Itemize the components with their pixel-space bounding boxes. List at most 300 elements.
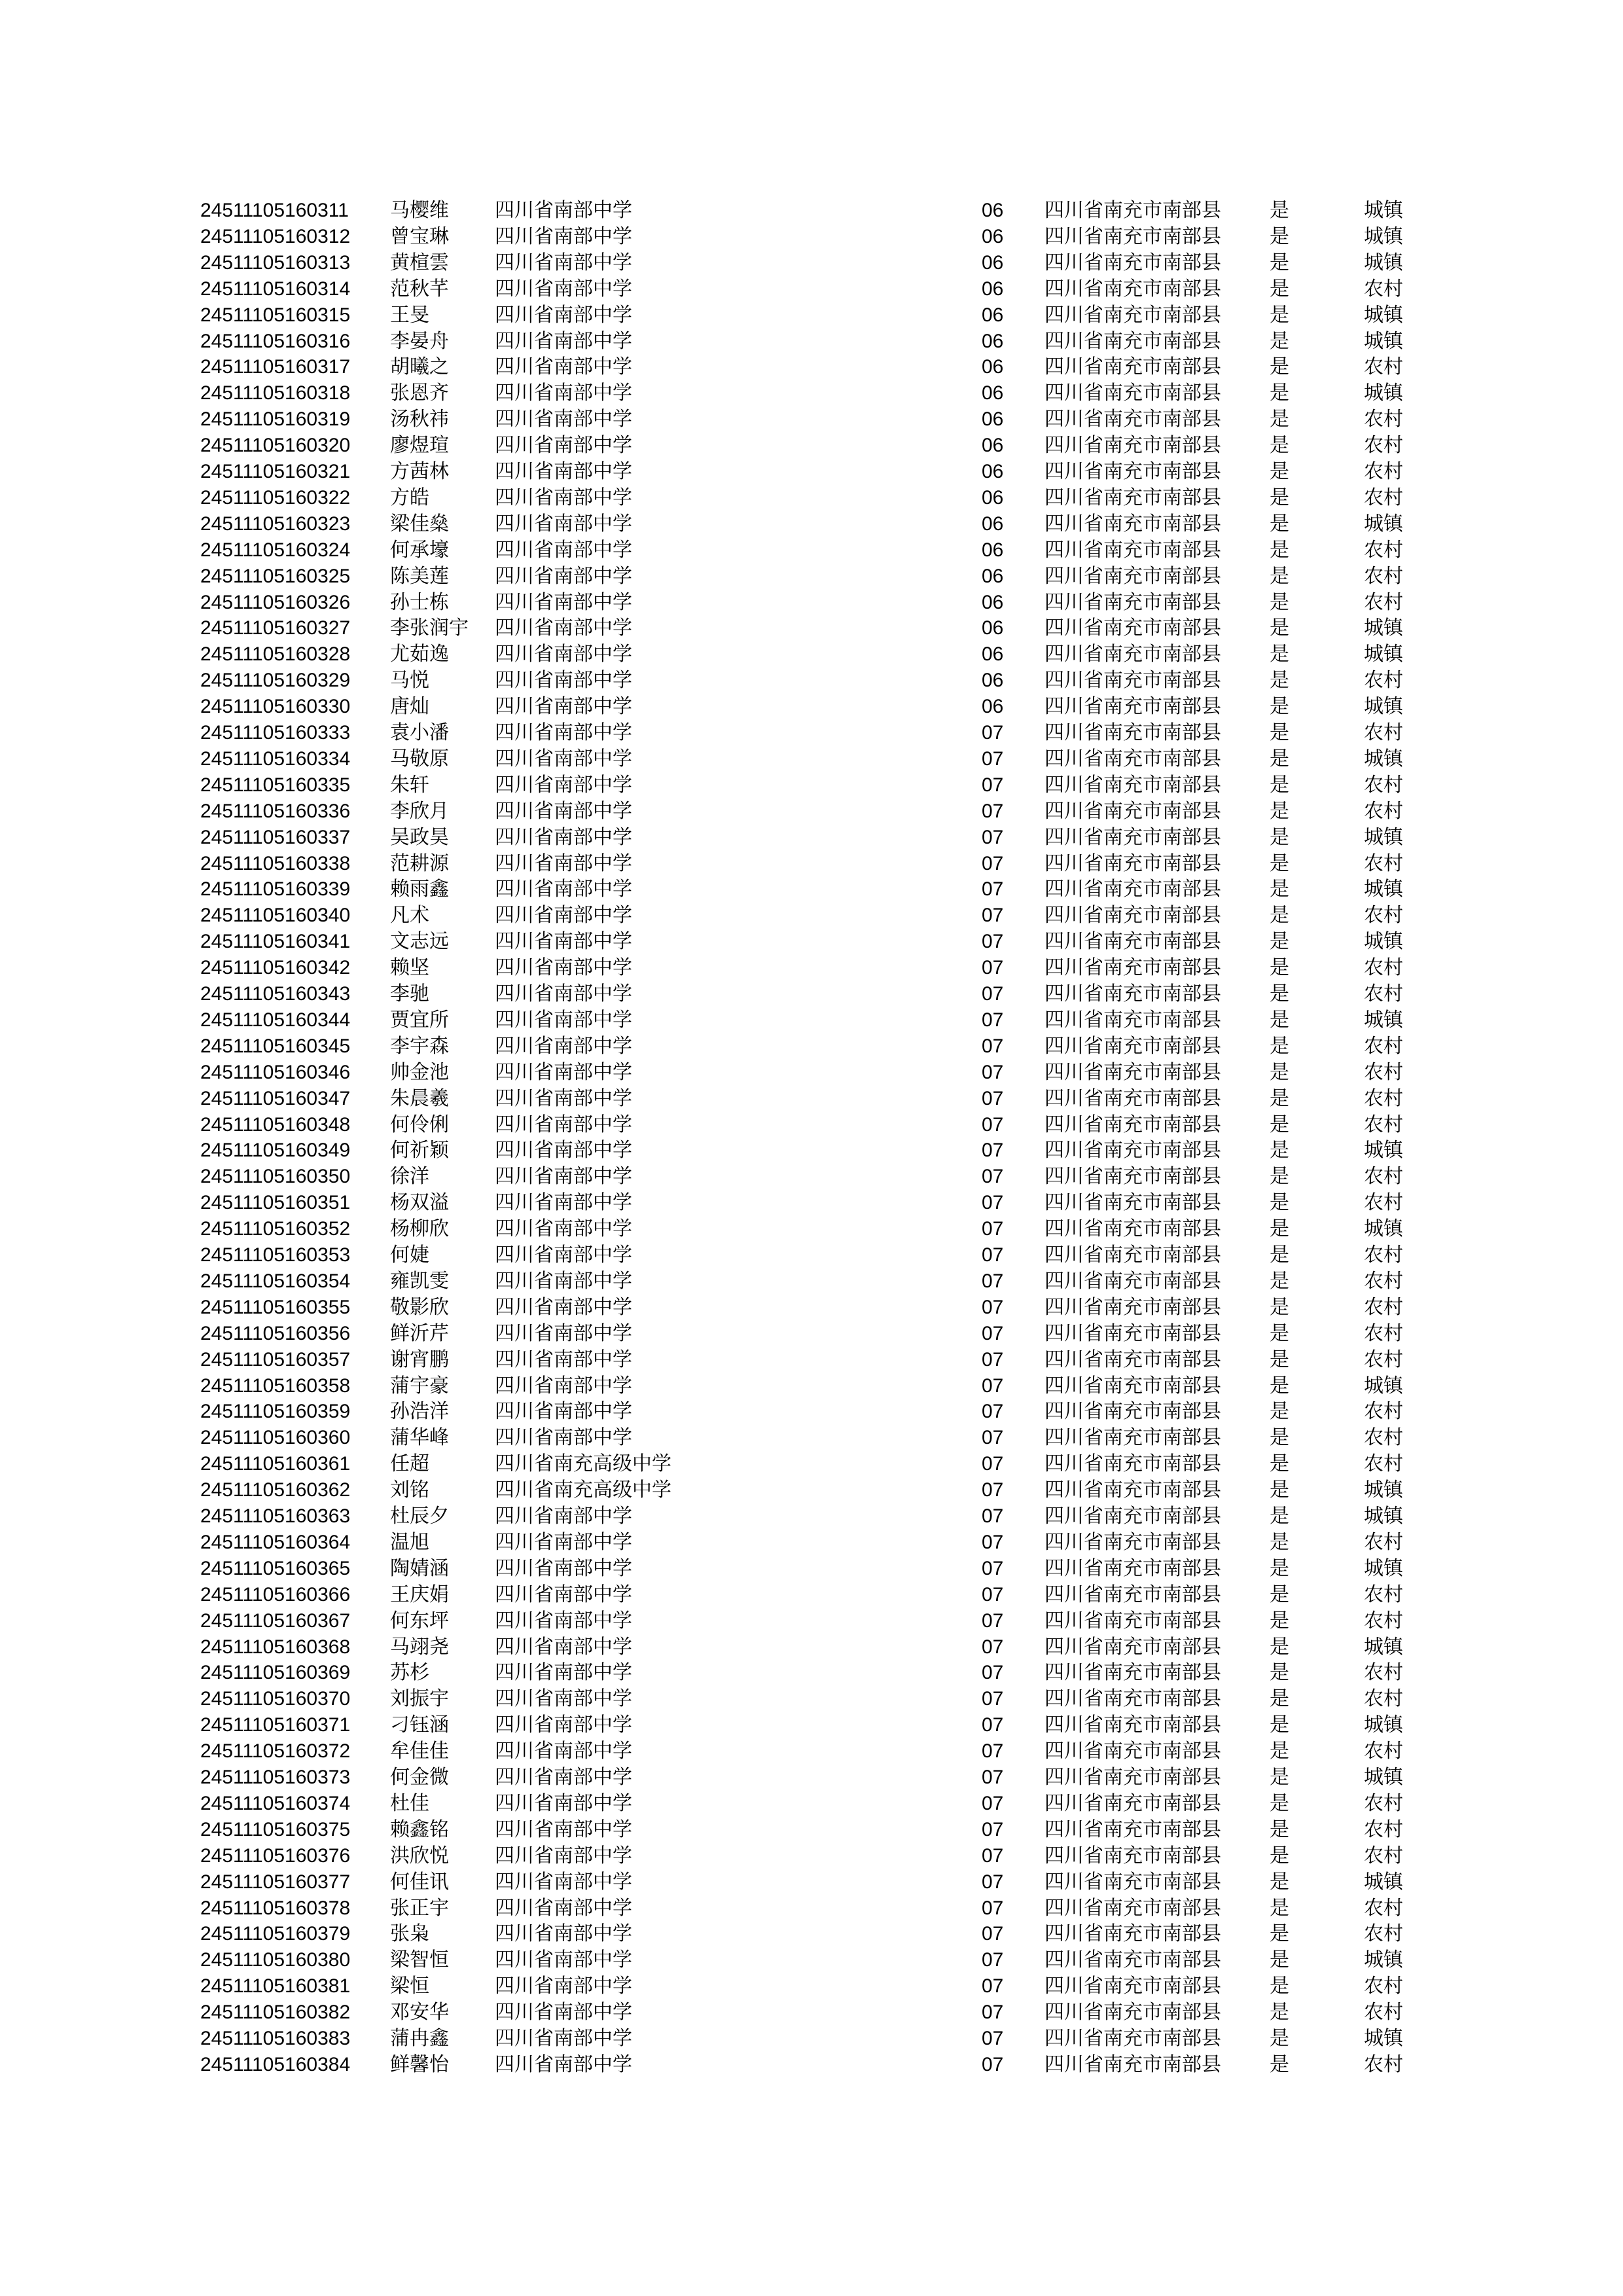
student-id-cell: 24511105160344 (200, 1009, 351, 1031)
region-cell: 四川省南充市南部县 (1044, 1609, 1221, 1632)
school-name-cell: 四川省南部中学 (495, 2001, 632, 2024)
residence-type-cell: 城镇 (1364, 1505, 1403, 1528)
residence-type-cell: 城镇 (1364, 643, 1403, 666)
table-row (0, 1164, 1623, 1190)
school-name-cell: 四川省南部中学 (495, 1844, 632, 1867)
residence-type-cell: 农村 (1364, 1740, 1403, 1763)
flag-cell: 是 (1270, 1348, 1289, 1371)
flag-cell: 是 (1270, 1975, 1289, 1998)
flag-cell: 是 (1270, 329, 1289, 353)
student-id-cell: 24511105160378 (200, 1897, 351, 1919)
table-row (0, 1791, 1623, 1817)
table-row (0, 354, 1623, 380)
school-name-cell: 四川省南部中学 (495, 799, 632, 823)
student-name-cell: 王旻 (390, 303, 429, 327)
table-row (0, 798, 1623, 825)
student-id-cell: 24511105160381 (200, 1975, 351, 1998)
student-name-cell: 何伶俐 (390, 1113, 449, 1136)
region-cell: 四川省南充市南部县 (1044, 434, 1221, 457)
school-name-cell: 四川省南部中学 (495, 956, 632, 980)
school-name-cell: 四川省南部中学 (495, 1818, 632, 1841)
student-id-cell: 24511105160363 (200, 1505, 351, 1527)
student-id-cell: 24511105160335 (200, 774, 351, 796)
residence-type-cell: 农村 (1364, 408, 1403, 431)
table-row (0, 1321, 1623, 1347)
table-row (0, 1582, 1623, 1608)
residence-type-cell: 农村 (1364, 1348, 1403, 1371)
student-id-cell: 24511105160312 (200, 225, 351, 247)
table-row (0, 2052, 1623, 2078)
table-row (0, 1921, 1623, 1947)
student-id-cell: 24511105160314 (200, 278, 351, 300)
residence-type-cell: 城镇 (1364, 512, 1403, 535)
flag-cell: 是 (1270, 1844, 1289, 1867)
table-row (0, 1138, 1623, 1164)
flag-cell: 是 (1270, 2001, 1289, 2024)
residence-type-cell: 农村 (1364, 1113, 1403, 1136)
flag-cell: 是 (1270, 1948, 1289, 1972)
region-cell: 四川省南充市南部县 (1044, 1687, 1221, 1711)
student-name-cell: 梁佳燊 (390, 512, 449, 535)
flag-cell: 是 (1270, 1922, 1289, 1946)
table-row (0, 1712, 1623, 1738)
student-id-cell: 24511105160347 (200, 1087, 351, 1109)
region-cell: 四川省南充市南部县 (1044, 1530, 1221, 1554)
region-cell: 四川省南充市南部县 (1044, 1348, 1221, 1371)
table-row (0, 1895, 1623, 1922)
residence-type-cell: 农村 (1364, 1661, 1403, 1685)
student-name-cell: 张正宇 (390, 1896, 449, 1920)
school-name-cell: 四川省南部中学 (495, 1583, 632, 1606)
school-name-cell: 四川省南部中学 (495, 1740, 632, 1763)
student-name-cell: 刘振宇 (390, 1687, 449, 1711)
table-row (0, 903, 1623, 929)
region-cell: 四川省南充市南部县 (1044, 1034, 1221, 1058)
school-name-cell: 四川省南部中学 (495, 1217, 632, 1241)
flag-cell: 是 (1270, 1791, 1289, 1815)
region-cell: 四川省南充市南部县 (1044, 1583, 1221, 1606)
table-row (0, 1347, 1623, 1373)
region-cell: 四川省南充市南部县 (1044, 1244, 1221, 1266)
table-row (0, 1765, 1623, 1791)
residence-type-cell: 农村 (1364, 355, 1403, 379)
residence-type-cell: 城镇 (1364, 617, 1403, 640)
table-row (0, 1399, 1623, 1425)
class-number-cell: 06 (982, 512, 1004, 535)
residence-type-cell: 城镇 (1364, 1008, 1403, 1031)
table-row (0, 1477, 1623, 1503)
class-number-cell: 07 (982, 931, 1004, 953)
class-number-cell: 07 (982, 826, 1004, 848)
region-cell: 四川省南充市南部县 (1044, 251, 1221, 274)
student-name-cell: 帅金池 (390, 1060, 449, 1084)
student-name-cell: 鲜沂芹 (390, 1321, 449, 1345)
class-number-cell: 07 (982, 957, 1004, 979)
class-number-cell: 06 (982, 539, 1004, 561)
school-name-cell: 四川省南部中学 (495, 1713, 632, 1737)
residence-type-cell: 农村 (1364, 2001, 1403, 2024)
residence-type-cell: 城镇 (1364, 1713, 1403, 1737)
region-cell: 四川省南充市南部县 (1044, 1948, 1221, 1972)
region-cell: 四川省南充市南部县 (1044, 329, 1221, 353)
student-name-cell: 朱轩 (390, 773, 429, 797)
class-number-cell: 07 (982, 1192, 1004, 1214)
flag-cell: 是 (1270, 1740, 1289, 1763)
school-name-cell: 四川省南部中学 (495, 2027, 632, 2050)
table-row (0, 1634, 1623, 1660)
student-id-cell: 24511105160384 (200, 2053, 351, 2075)
table-row (0, 615, 1623, 641)
flag-cell: 是 (1270, 564, 1289, 588)
region-cell: 四川省南充市南部县 (1044, 1217, 1221, 1241)
flag-cell: 是 (1270, 1896, 1289, 1920)
residence-type-cell: 农村 (1364, 1922, 1403, 1946)
residence-type-cell: 农村 (1364, 486, 1403, 509)
student-name-cell: 方皓 (390, 486, 429, 509)
table-row (0, 1686, 1623, 1712)
class-number-cell: 07 (982, 1767, 1004, 1788)
residence-type-cell: 农村 (1364, 799, 1403, 823)
student-name-cell: 任超 (390, 1452, 429, 1476)
class-number-cell: 07 (982, 1166, 1004, 1188)
student-name-cell: 张恩齐 (390, 382, 449, 405)
student-id-cell: 24511105160375 (200, 1818, 351, 1840)
flag-cell: 是 (1270, 1321, 1289, 1345)
residence-type-cell: 农村 (1364, 721, 1403, 744)
residence-type-cell: 城镇 (1364, 251, 1403, 274)
region-cell: 四川省南充市南部县 (1044, 1165, 1221, 1189)
region-cell: 四川省南充市南部县 (1044, 1844, 1221, 1867)
school-name-cell: 四川省南部中学 (495, 1139, 632, 1162)
student-id-cell: 24511105160325 (200, 565, 351, 587)
region-cell: 四川省南充市南部县 (1044, 904, 1221, 927)
table-row (0, 1869, 1623, 1895)
region-cell: 四川省南充市南部县 (1044, 1295, 1221, 1319)
class-number-cell: 07 (982, 905, 1004, 927)
school-name-cell: 四川省南部中学 (495, 1870, 632, 1893)
school-name-cell: 四川省南部中学 (495, 1426, 632, 1450)
region-cell: 四川省南充市南部县 (1044, 1452, 1221, 1476)
residence-type-cell: 农村 (1364, 1086, 1403, 1110)
student-name-cell: 邓安华 (390, 2001, 449, 2024)
student-name-cell: 尤茹逸 (390, 643, 449, 666)
flag-cell: 是 (1270, 538, 1289, 562)
student-name-cell: 李张润宇 (390, 617, 469, 640)
class-number-cell: 07 (982, 1244, 1004, 1266)
student-name-cell: 何承壕 (390, 538, 449, 562)
region-cell: 四川省南充市南部县 (1044, 1975, 1221, 1998)
residence-type-cell: 农村 (1364, 1583, 1403, 1606)
student-name-cell: 刁钰涵 (390, 1713, 449, 1737)
region-cell: 四川省南充市南部县 (1044, 1060, 1221, 1084)
student-id-cell: 24511105160351 (200, 1192, 351, 1214)
flag-cell: 是 (1270, 460, 1289, 483)
residence-type-cell: 农村 (1364, 982, 1403, 1005)
student-name-cell: 马樱维 (390, 199, 449, 222)
school-name-cell: 四川省南部中学 (495, 904, 632, 927)
flag-cell: 是 (1270, 1060, 1289, 1084)
student-id-cell: 24511105160382 (200, 2001, 351, 2024)
region-cell: 四川省南充市南部县 (1044, 224, 1221, 248)
class-number-cell: 07 (982, 2028, 1004, 2049)
region-cell: 四川省南充市南部县 (1044, 2001, 1221, 2024)
school-name-cell: 四川省南部中学 (495, 1374, 632, 1397)
table-row (0, 1216, 1623, 1242)
school-name-cell: 四川省南部中学 (495, 2053, 632, 2076)
table-row (0, 1060, 1623, 1086)
table-row (0, 302, 1623, 329)
student-name-cell: 曾宝琳 (390, 224, 449, 248)
student-id-cell: 24511105160343 (200, 983, 351, 1005)
class-number-cell: 07 (982, 1871, 1004, 1893)
school-name-cell: 四川省南部中学 (495, 355, 632, 379)
table-row (0, 329, 1623, 355)
school-name-cell: 四川省南部中学 (495, 669, 632, 692)
class-number-cell: 06 (982, 278, 1004, 300)
flag-cell: 是 (1270, 1556, 1289, 1580)
student-id-cell: 24511105160311 (200, 200, 349, 221)
school-name-cell: 四川省南部中学 (495, 1034, 632, 1058)
residence-type-cell: 农村 (1364, 1687, 1403, 1711)
student-name-cell: 张枭 (390, 1922, 429, 1946)
class-number-cell: 06 (982, 304, 1004, 326)
class-number-cell: 07 (982, 800, 1004, 822)
student-id-cell: 24511105160329 (200, 670, 351, 692)
student-name-cell: 廖煜瑄 (390, 434, 449, 457)
student-name-cell: 孙士栋 (390, 590, 449, 614)
class-number-cell: 07 (982, 1583, 1004, 1605)
student-name-cell: 敬影欣 (390, 1295, 449, 1319)
student-name-cell: 赖雨鑫 (390, 878, 449, 901)
residence-type-cell: 农村 (1364, 1244, 1403, 1266)
table-row (0, 537, 1623, 564)
region-cell: 四川省南充市南部县 (1044, 1791, 1221, 1815)
school-name-cell: 四川省南部中学 (495, 486, 632, 509)
student-id-cell: 24511105160348 (200, 1113, 351, 1136)
table-row (0, 406, 1623, 433)
school-name-cell: 四川省南部中学 (495, 1113, 632, 1136)
residence-type-cell: 农村 (1364, 564, 1403, 588)
table-row (0, 929, 1623, 955)
student-name-cell: 杜佳 (390, 1791, 429, 1815)
flag-cell: 是 (1270, 382, 1289, 405)
class-number-cell: 07 (982, 1061, 1004, 1083)
region-cell: 四川省南充市南部县 (1044, 982, 1221, 1005)
residence-type-cell: 城镇 (1364, 1217, 1403, 1241)
residence-type-cell: 城镇 (1364, 878, 1403, 901)
student-id-cell: 24511105160368 (200, 1636, 351, 1658)
student-name-cell: 鲜馨怡 (390, 2053, 449, 2076)
student-id-cell: 24511105160339 (200, 878, 351, 901)
student-id-cell: 24511105160321 (200, 461, 351, 482)
residence-type-cell: 城镇 (1364, 224, 1403, 248)
region-cell: 四川省南充市南部县 (1044, 825, 1221, 849)
table-row (0, 1425, 1623, 1451)
table-row (0, 564, 1623, 590)
region-cell: 四川省南充市南部县 (1044, 460, 1221, 483)
class-number-cell: 07 (982, 1139, 1004, 1162)
student-id-cell: 24511105160313 (200, 251, 351, 274)
school-name-cell: 四川省南部中学 (495, 1766, 632, 1789)
student-id-cell: 24511105160342 (200, 957, 351, 979)
class-number-cell: 07 (982, 1348, 1004, 1371)
residence-type-cell: 农村 (1364, 904, 1403, 927)
residence-type-cell: 城镇 (1364, 1374, 1403, 1397)
student-name-cell: 胡曦之 (390, 355, 449, 379)
flag-cell: 是 (1270, 747, 1289, 770)
student-id-cell: 24511105160334 (200, 747, 351, 770)
student-name-cell: 贾宜所 (390, 1008, 449, 1031)
residence-type-cell: 农村 (1364, 2053, 1403, 2076)
student-id-cell: 24511105160318 (200, 382, 351, 404)
residence-type-cell: 城镇 (1364, 695, 1403, 719)
school-name-cell: 四川省南部中学 (495, 982, 632, 1005)
region-cell: 四川省南充市南部县 (1044, 930, 1221, 954)
flag-cell: 是 (1270, 1530, 1289, 1554)
class-number-cell: 07 (982, 1087, 1004, 1109)
school-name-cell: 四川省南部中学 (495, 434, 632, 457)
table-row (0, 825, 1623, 851)
school-name-cell: 四川省南部中学 (495, 930, 632, 954)
residence-type-cell: 农村 (1364, 1165, 1403, 1189)
student-id-cell: 24511105160383 (200, 2028, 351, 2049)
class-number-cell: 07 (982, 1009, 1004, 1031)
flag-cell: 是 (1270, 721, 1289, 744)
residence-type-cell: 城镇 (1364, 825, 1403, 849)
residence-type-cell: 农村 (1364, 434, 1403, 457)
student-id-cell: 24511105160333 (200, 722, 351, 744)
flag-cell: 是 (1270, 930, 1289, 954)
table-row (0, 590, 1623, 616)
student-name-cell: 汤秋祎 (390, 408, 449, 431)
student-name-cell: 梁恒 (390, 1975, 429, 1998)
table-row (0, 1738, 1623, 1765)
student-id-cell: 24511105160350 (200, 1166, 351, 1188)
region-cell: 四川省南充市南部县 (1044, 1008, 1221, 1031)
student-name-cell: 范耕源 (390, 852, 449, 875)
student-name-cell: 孙浩洋 (390, 1400, 449, 1424)
residence-type-cell: 城镇 (1364, 303, 1403, 327)
student-id-cell: 24511105160322 (200, 486, 351, 509)
flag-cell: 是 (1270, 2053, 1289, 2076)
student-name-cell: 赖鑫铭 (390, 1818, 449, 1841)
table-row (0, 1556, 1623, 1582)
student-name-cell: 蒲冉鑫 (390, 2027, 449, 2050)
region-cell: 四川省南充市南部县 (1044, 1191, 1221, 1215)
region-cell: 四川省南充市南部县 (1044, 1766, 1221, 1789)
flag-cell: 是 (1270, 1713, 1289, 1737)
flag-cell: 是 (1270, 1426, 1289, 1450)
student-name-cell: 杨柳欣 (390, 1217, 449, 1241)
class-number-cell: 06 (982, 591, 1004, 613)
table-row (0, 1608, 1623, 1634)
student-id-cell: 24511105160355 (200, 1296, 351, 1318)
flag-cell: 是 (1270, 1609, 1289, 1632)
flag-cell: 是 (1270, 1766, 1289, 1789)
school-name-cell: 四川省南部中学 (495, 1400, 632, 1424)
student-name-cell: 赖坚 (390, 956, 429, 980)
flag-cell: 是 (1270, 277, 1289, 300)
class-number-cell: 07 (982, 1740, 1004, 1763)
class-number-cell: 06 (982, 382, 1004, 404)
region-cell: 四川省南充市南部县 (1044, 1556, 1221, 1580)
residence-type-cell: 农村 (1364, 956, 1403, 980)
student-id-cell: 24511105160327 (200, 617, 351, 639)
flag-cell: 是 (1270, 1374, 1289, 1397)
student-name-cell: 梁智恒 (390, 1948, 449, 1972)
residence-type-cell: 城镇 (1364, 1766, 1403, 1789)
region-cell: 四川省南充市南部县 (1044, 1426, 1221, 1450)
residence-type-cell: 城镇 (1364, 2027, 1403, 2050)
residence-type-cell: 城镇 (1364, 1948, 1403, 1972)
student-id-cell: 24511105160371 (200, 1714, 351, 1736)
table-row (0, 198, 1623, 224)
region-cell: 四川省南充市南部县 (1044, 1086, 1221, 1110)
class-number-cell: 06 (982, 643, 1004, 666)
region-cell: 四川省南充市南部县 (1044, 1505, 1221, 1528)
class-number-cell: 06 (982, 435, 1004, 457)
school-name-cell: 四川省南充高级中学 (495, 1452, 671, 1476)
residence-type-cell: 农村 (1364, 1609, 1403, 1632)
flag-cell: 是 (1270, 2027, 1289, 2050)
table-row (0, 1268, 1623, 1295)
flag-cell: 是 (1270, 1244, 1289, 1266)
residence-type-cell: 农村 (1364, 773, 1403, 797)
class-number-cell: 07 (982, 983, 1004, 1005)
region-cell: 四川省南充市南部县 (1044, 669, 1221, 692)
residence-type-cell: 城镇 (1364, 747, 1403, 770)
flag-cell: 是 (1270, 486, 1289, 509)
region-cell: 四川省南充市南部县 (1044, 617, 1221, 640)
student-id-cell: 24511105160316 (200, 330, 351, 352)
school-name-cell: 四川省南部中学 (495, 1348, 632, 1371)
student-name-cell: 朱晨羲 (390, 1086, 449, 1110)
class-number-cell: 07 (982, 1035, 1004, 1057)
student-id-cell: 24511105160326 (200, 591, 351, 613)
school-name-cell: 四川省南部中学 (495, 277, 632, 300)
flag-cell: 是 (1270, 878, 1289, 901)
table-row (0, 2000, 1623, 2026)
flag-cell: 是 (1270, 643, 1289, 666)
student-name-cell: 何东坪 (390, 1609, 449, 1632)
region-cell: 四川省南充市南部县 (1044, 1321, 1221, 1345)
class-number-cell: 07 (982, 1844, 1004, 1867)
region-cell: 四川省南充市南部县 (1044, 1740, 1221, 1763)
table-row (0, 641, 1623, 668)
class-number-cell: 07 (982, 2001, 1004, 2024)
table-row (0, 1086, 1623, 1112)
student-id-cell: 24511105160338 (200, 852, 351, 874)
flag-cell: 是 (1270, 1818, 1289, 1841)
flag-cell: 是 (1270, 1479, 1289, 1502)
student-name-cell: 袁小潘 (390, 721, 449, 744)
student-id-cell: 24511105160365 (200, 1557, 351, 1579)
region-cell: 四川省南充市南部县 (1044, 1870, 1221, 1893)
flag-cell: 是 (1270, 303, 1289, 327)
flag-cell: 是 (1270, 199, 1289, 222)
student-id-cell: 24511105160336 (200, 800, 351, 822)
school-name-cell: 四川省南部中学 (495, 382, 632, 405)
student-name-cell: 雍凯雯 (390, 1269, 449, 1293)
class-number-cell: 06 (982, 356, 1004, 378)
student-name-cell: 牟佳佳 (390, 1740, 449, 1763)
student-id-cell: 24511105160357 (200, 1348, 351, 1371)
student-name-cell: 何婕 (390, 1244, 429, 1266)
flag-cell: 是 (1270, 1583, 1289, 1606)
flag-cell: 是 (1270, 434, 1289, 457)
flag-cell: 是 (1270, 1635, 1289, 1659)
student-id-cell: 24511105160372 (200, 1740, 351, 1763)
